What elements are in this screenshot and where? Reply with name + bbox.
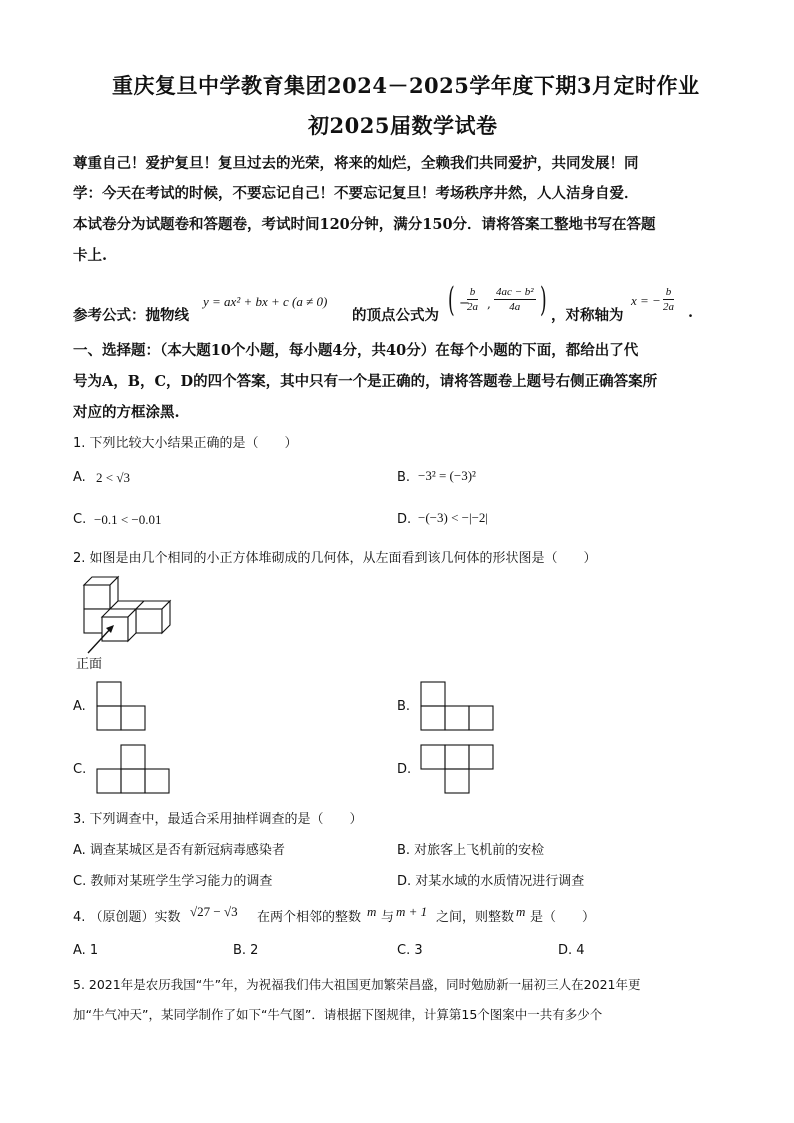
q4-option-c[interactable]: C. 3 [397,943,423,958]
vertex-right-paren: ) [540,280,547,320]
q1-option-c: −0.1 < −0.01 [94,512,162,527]
q2-option-c-figure[interactable] [96,744,174,794]
q4-stem-pre: 4. （原创题）实数 [73,910,181,925]
q4-stem-and: 与 [381,910,395,925]
section1-line3: 对应的方框涂黑. [73,404,180,421]
q3-option-a[interactable]: A. 调查某城区是否有新冠病毒感染者 [73,843,285,858]
q1-option-a: 2 < √3 [96,470,130,485]
q3-stem: 3. 下列调查中，最适合采用抽样调查的是（ ） [73,812,363,827]
front-view-label: 正面 [76,657,103,672]
q2-option-a-figure[interactable] [96,681,148,731]
section1-line1: 一、选择题：（本大题10个小题，每小题4分，共40分）在每个小题的下面，都给出了代 [73,342,639,359]
q1-option-c-label: C. [73,512,87,527]
q1-option-d-label: D. [397,512,412,527]
intro-line1: 尊重自己！爱护复旦！复旦过去的光荣，将来的灿烂，全赖我们共同爱护，共同发展！同 [73,155,639,172]
axis-lhs: x = − [631,293,661,308]
q4-stem-end: 是（ ） [530,910,596,925]
vertex-comma: , [487,297,491,311]
vertex-y-fraction [494,285,536,314]
vertex-x-numerator: b [467,285,478,300]
q5-line2: 加“牛气冲天”，某同学制作了如下“牛气图”．请根据下图规律，计算第15个图案中一共有多少个 [73,1007,603,1022]
axis-fraction [663,285,674,314]
q2-option-c-label: C. [73,762,87,777]
q1-option-d: −(−3) < −|−2| [418,510,489,525]
q1-option-b: −3² = (−3)² [418,468,476,483]
formula-axis-text: ，对称轴为 [551,307,624,324]
q5-line1: 5. 2021年是农历我国“牛”年，为祝福我们伟大祖国更加繁荣昌盛，同时勉励新一届初三人在2021年更 [73,977,641,992]
intro-line4: 卡上. [73,247,108,264]
q4-option-b[interactable]: B. 2 [233,943,259,958]
q4-option-d[interactable]: D. 4 [558,943,585,958]
vertex-x-denominator: 2a [467,301,478,313]
q1-stem: 1. 下列比较大小结果正确的是（ ） [73,436,298,451]
vertex-minus-sign: − [459,296,470,311]
q2-option-d-figure[interactable] [420,744,498,794]
q4-var-m: m [367,904,377,919]
q2-option-d-label: D. [397,762,412,777]
formula-vertex-text: 的顶点公式为 [352,307,439,324]
q2-option-a-label: A. [73,699,86,714]
q3-option-d[interactable]: D. 对某水域的水质情况进行调查 [397,874,585,889]
q4-stem-post: 之间，则整数 [436,910,515,925]
q4-stem-mid: 在两个相邻的整数 [257,910,362,925]
q4-var-m-2: m [516,904,526,919]
vertex-y-denominator: 4a [509,301,521,313]
q4-option-a[interactable]: A. 1 [73,943,99,958]
axis-numerator: b [663,285,674,300]
exam-title-line2: 初2025届数学试卷 [308,113,498,138]
q4-var-m-plus-1: m + 1 [396,904,428,919]
formula-label: 参考公式：抛物线 [73,307,189,324]
vertex-x-fraction [467,285,478,314]
section1-line2: 号为A，B，C，D的四个答案，其中只有一个是正确的，请将答题卷上题号右侧正确答案所 [73,373,658,390]
q2-option-b-figure[interactable] [420,681,498,731]
vertex-y-numerator: 4ac − b² [496,286,534,298]
q4-expression: √27 − √3 [190,904,238,919]
q3-option-b[interactable]: B. 对旅客上飞机前的安检 [397,843,545,858]
cube-stack-figure [76,575,186,655]
intro-line3: 本试卷分为试题卷和答题卷，考试时间120分钟，满分150分．请将答案工整地书写在答题 [73,216,656,233]
q1-option-b-label: B. [397,470,411,485]
vertex-left-paren: ( [448,280,455,320]
q2-stem: 2. 如图是由几个相同的小正方体堆砌成的几何体，从左面看到该几何体的形状图是（ ） [73,551,597,566]
q3-option-c[interactable]: C. 教师对某班学生学习能力的调查 [73,874,273,889]
q2-option-b-label: B. [397,699,411,714]
formula-period: . [688,304,694,321]
axis-denominator: 2a [663,301,674,313]
q1-option-a-label: A. [73,470,86,485]
intro-line2: 学：今天在考试的时候，不要忘记自己！不要忘记复旦！考场秩序井然，人人洁身自爱． [73,185,639,202]
parabola-equation: y = ax² + bx + c (a ≠ 0) [203,294,328,309]
exam-title-line1: 重庆复旦中学教育集团2024－2025学年度下期3月定时作业 [112,73,700,98]
